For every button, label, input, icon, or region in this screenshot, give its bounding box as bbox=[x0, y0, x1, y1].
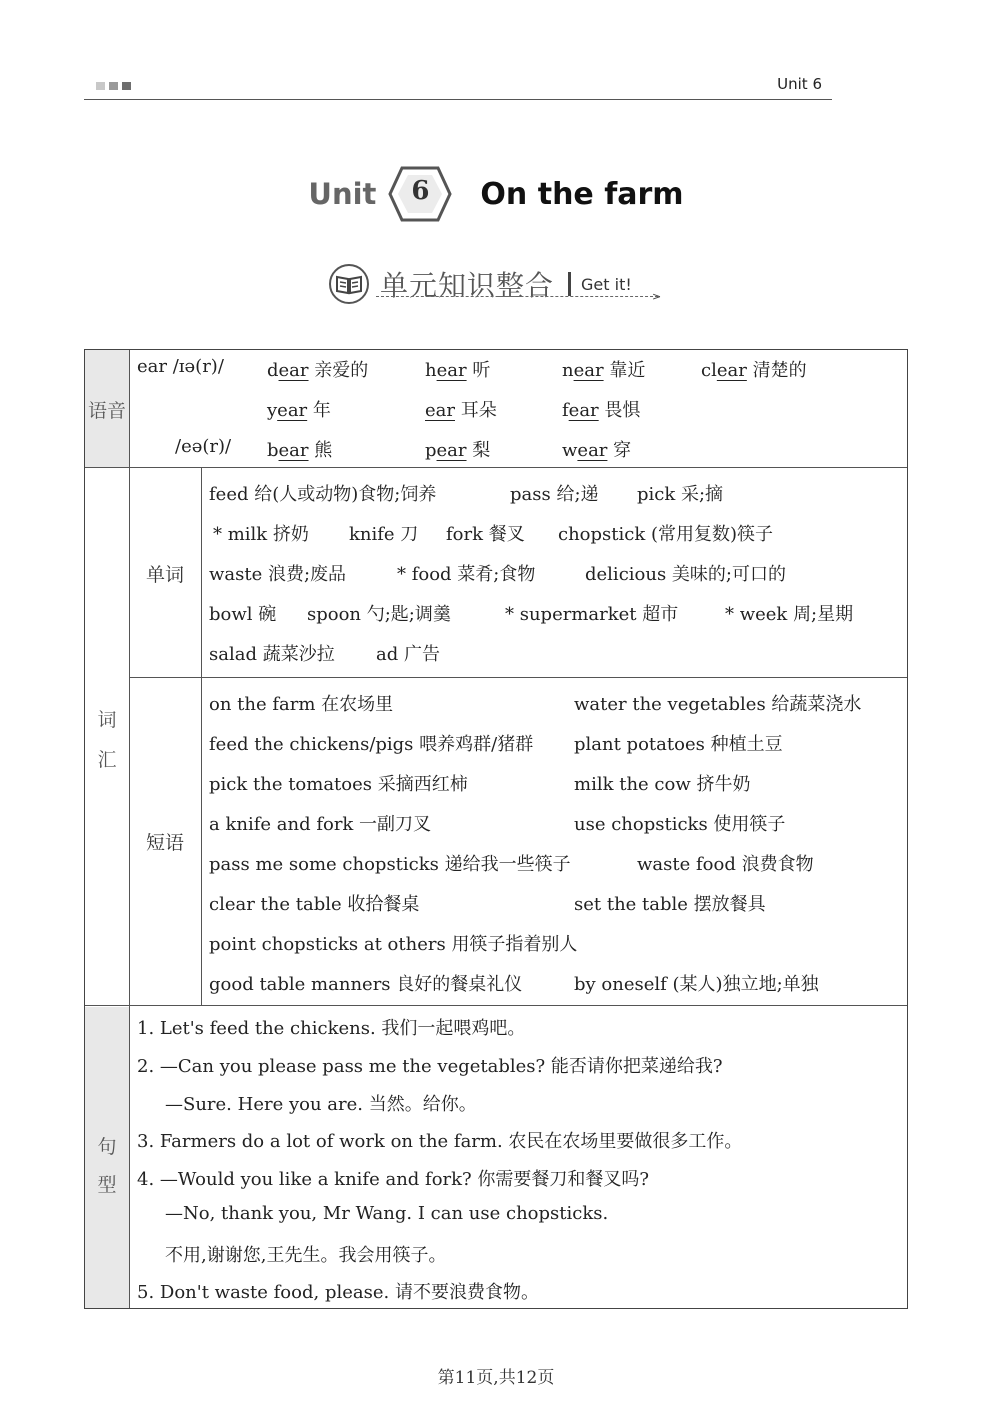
phonics-word: bear 熊 bbox=[267, 440, 333, 461]
phrase-item: feed the chickens/pigs 喂养鸡群/猪群 bbox=[209, 734, 534, 755]
header-unit-label: Unit 6 bbox=[777, 75, 822, 93]
banner-title: 单元知识整合 bbox=[380, 269, 555, 302]
unit-title bbox=[0, 166, 992, 222]
banner-dashed-line bbox=[376, 296, 658, 297]
sentences-category: 句型 bbox=[97, 1136, 117, 1196]
word-item: bowl 碗 bbox=[209, 604, 277, 625]
phonics-word: ear 耳朵 bbox=[425, 400, 497, 421]
phonics-word: near 靠近 bbox=[562, 360, 646, 381]
phonics-category: 语音 bbox=[87, 400, 126, 422]
word-item: pick 采;摘 bbox=[637, 484, 724, 505]
knowledge-table bbox=[84, 349, 908, 1309]
sentence-line: 不用,谢谢您,王先生。我会用筷子。 bbox=[165, 1245, 447, 1266]
word-item: spoon 勺;匙;调羹 bbox=[307, 604, 451, 625]
phrase-item: milk the cow 挤牛奶 bbox=[574, 774, 751, 795]
vocabulary-category: 词汇 bbox=[97, 709, 117, 771]
unit-name: On the farm bbox=[480, 176, 684, 212]
word-item: * week 周;星期 bbox=[725, 604, 854, 625]
phrase-item: pick the tomatoes 采摘西红柿 bbox=[209, 774, 468, 795]
unit-number-badge bbox=[388, 166, 452, 222]
phrase-item: waste food 浪费食物 bbox=[637, 854, 814, 875]
phonics-word: dear 亲爱的 bbox=[267, 360, 369, 381]
phrase-item: pass me some chopsticks 递给我一些筷子 bbox=[209, 854, 571, 875]
section-banner bbox=[328, 260, 632, 308]
word-item: waste 浪费;废品 bbox=[209, 564, 347, 585]
words-label: 单词 bbox=[145, 564, 184, 586]
banner-divider bbox=[568, 272, 571, 296]
word-item: pass 给;递 bbox=[510, 484, 599, 505]
phrase-item: set the table 摆放餐具 bbox=[574, 894, 766, 915]
phrase-item: point chopsticks at others 用筷子指着别人 bbox=[209, 934, 578, 955]
page-footer: 第11页,共12页 bbox=[437, 1368, 555, 1388]
phrase-item: a knife and fork 一副刀叉 bbox=[209, 814, 432, 835]
word-item: salad 蔬菜沙拉 bbox=[209, 644, 335, 665]
phrases-label: 短语 bbox=[145, 832, 184, 854]
sentence-line: 2. —Can you please pass me the vegetables? 能否请你把菜递给我? bbox=[137, 1056, 723, 1077]
phrase-item: by oneself (某人)独立地;单独 bbox=[574, 974, 819, 995]
book-icon bbox=[328, 263, 370, 305]
word-item: fork 餐叉 bbox=[446, 524, 525, 545]
word-item: ad 广告 bbox=[376, 644, 440, 665]
word-item: feed 给(人或动物)食物;饲养 bbox=[209, 484, 437, 505]
word-item: * food 菜肴;食物 bbox=[397, 564, 536, 585]
phrase-item: plant potatoes 种植土豆 bbox=[574, 734, 783, 755]
word-item: * milk 挤奶 bbox=[213, 524, 309, 545]
phonics-word: hear 听 bbox=[425, 360, 491, 381]
phrase-item: use chopsticks 使用筷子 bbox=[574, 814, 786, 835]
header-decoration bbox=[96, 82, 131, 90]
banner-subtitle: Get it! bbox=[581, 274, 632, 294]
phonics-sound-ear: ear /ɪə(r)/ bbox=[137, 356, 224, 377]
phonics-word: year 年 bbox=[267, 400, 331, 421]
sentence-line: —No, thank you, Mr Wang. I can use chopsticks. bbox=[165, 1203, 609, 1224]
header-rule bbox=[84, 99, 832, 100]
word-item: * supermarket 超市 bbox=[505, 604, 679, 625]
phonics-sound-air: /eə(r)/ bbox=[175, 436, 232, 457]
word-item: knife 刀 bbox=[349, 524, 419, 545]
phonics-word: fear 畏惧 bbox=[562, 400, 641, 421]
phonics-word: clear 清楚的 bbox=[701, 360, 807, 381]
unit-number: 6 bbox=[411, 176, 430, 206]
phrase-item: good table manners 良好的餐桌礼仪 bbox=[209, 974, 523, 995]
sentence-line: 1. Let's feed the chickens. 我们一起喂鸡吧。 bbox=[137, 1018, 526, 1039]
sentence-line: —Sure. Here you are. 当然。给你。 bbox=[165, 1094, 477, 1115]
phonics-word: pear 梨 bbox=[425, 440, 491, 461]
sentence-line: 5. Don't waste food, please. 请不要浪费食物。 bbox=[137, 1282, 539, 1303]
word-item: delicious 美味的;可口的 bbox=[585, 564, 786, 585]
phrase-item: clear the table 收拾餐桌 bbox=[209, 894, 420, 915]
phrase-item: water the vegetables 给蔬菜浇水 bbox=[574, 694, 862, 715]
sentence-line: 3. Farmers do a lot of work on the farm. 农民在农场里要做很多工作。 bbox=[137, 1131, 743, 1152]
word-item: chopstick (常用复数)筷子 bbox=[558, 524, 774, 545]
phonics-word: wear 穿 bbox=[562, 440, 632, 461]
unit-word: Unit bbox=[308, 177, 377, 211]
arrow-right-icon: > bbox=[652, 290, 662, 303]
phrase-item: on the farm 在农场里 bbox=[209, 694, 394, 715]
sentence-line: 4. —Would you like a knife and fork? 你需要餐刀和餐叉吗? bbox=[137, 1169, 650, 1190]
